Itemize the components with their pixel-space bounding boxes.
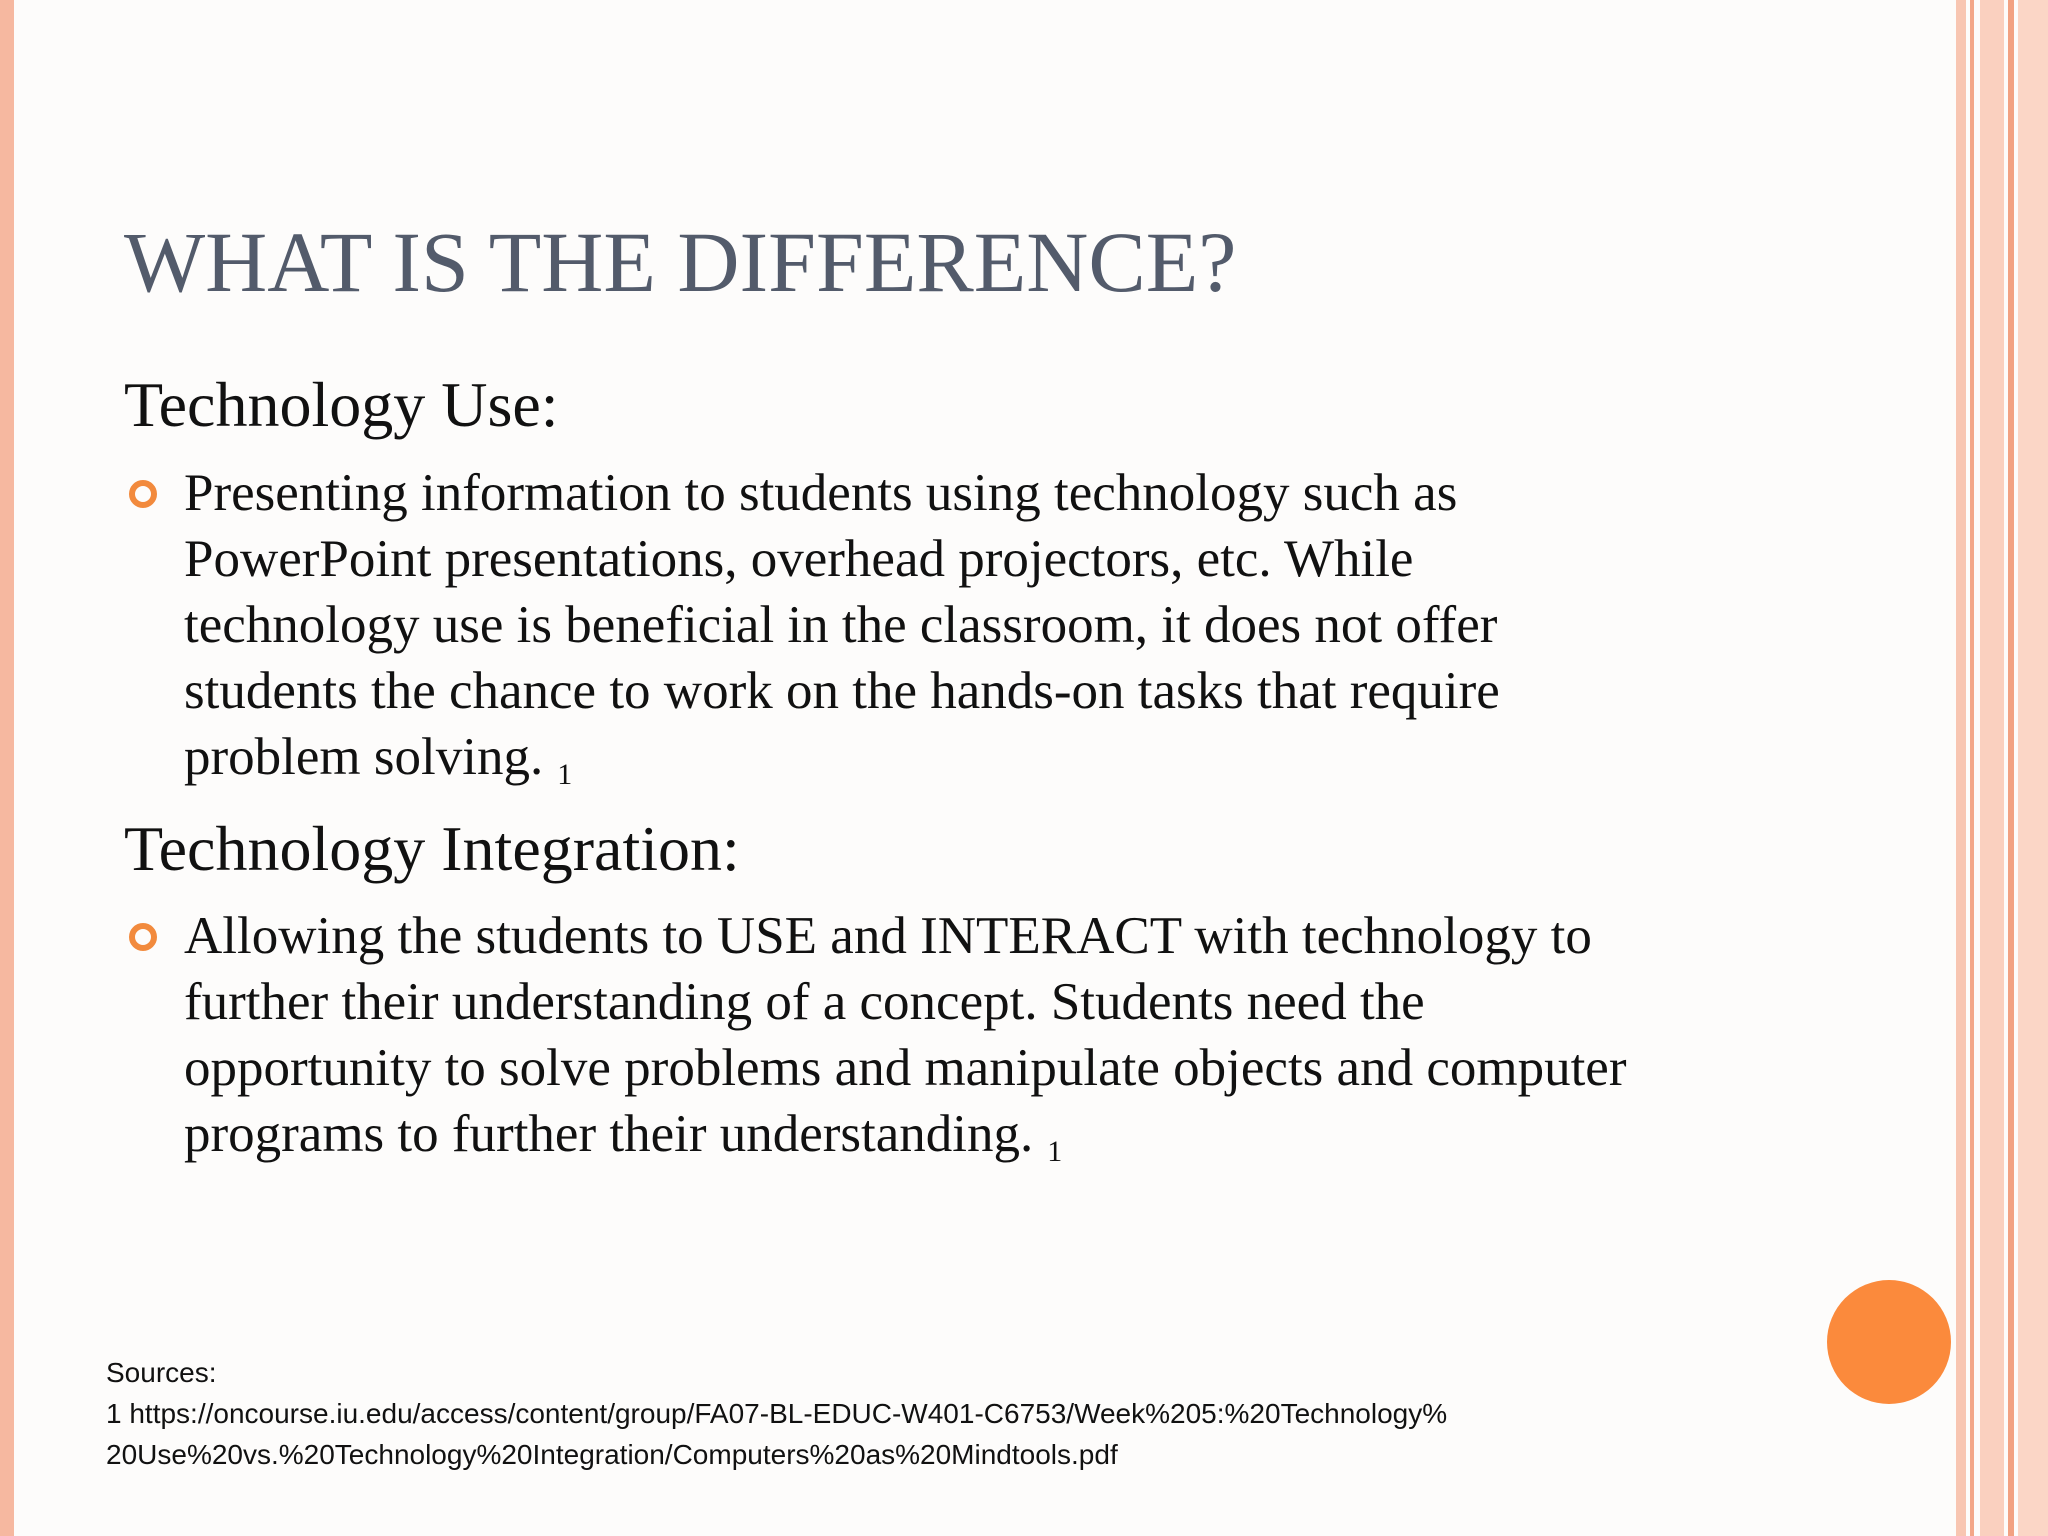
- bullet-line: opportunity to solve problems and manipulate objects and computer: [184, 1039, 1627, 1097]
- slide-title: WHAT IS THE DIFFERENCE?: [124, 214, 1237, 310]
- bullet-technology-integration: [184, 903, 1626, 1185]
- right-decorative-stripe: [1956, 0, 1966, 1536]
- reference-marker: 1: [557, 758, 573, 791]
- right-decorative-stripe: [2018, 0, 2048, 1536]
- source-url-line: 1 https://oncourse.iu.edu/access/content/group/FA07-BL-EDUC-W401-C6753/Week%205:%20Technology%: [106, 1398, 1448, 1429]
- bullet-ring-icon: [129, 480, 157, 508]
- bullet-ring-icon: [129, 923, 157, 951]
- bullet-line: further their understanding of a concept. Students need the: [184, 973, 1425, 1031]
- bullet-line-text: problem solving.: [184, 728, 544, 786]
- reference-marker: 1: [1047, 1135, 1063, 1168]
- left-decorative-stripe: [0, 0, 14, 1536]
- right-decorative-stripe: [1980, 0, 2004, 1536]
- bullet-line: technology use is beneficial in the classroom, it does not offer: [184, 596, 1498, 654]
- bullet-line-text: programs to further their understanding.: [184, 1105, 1034, 1163]
- sources-block: [106, 1352, 1447, 1475]
- source-url-line: 20Use%20vs.%20Technology%20Integration/Computers%20as%20Mindtools.pdf: [106, 1439, 1118, 1470]
- bullet-line-last: [184, 1101, 1626, 1185]
- section-heading-technology-integration: Technology Integration:: [124, 813, 740, 884]
- bullet-line: students the chance to work on the hands-on tasks that require: [184, 662, 1500, 720]
- bullet-line: Presenting information to students using technology such as: [184, 464, 1458, 522]
- bullet-technology-use: [184, 460, 1500, 808]
- right-decorative-stripe: [1970, 0, 1974, 1536]
- bullet-line: Allowing the students to USE and INTERACT with technology to: [184, 907, 1592, 965]
- orange-circle-decoration: [1827, 1280, 1951, 1404]
- bullet-line: PowerPoint presentations, overhead projectors, etc. While: [184, 530, 1414, 588]
- right-decorative-stripe: [2008, 0, 2014, 1536]
- section-heading-technology-use: Technology Use:: [124, 369, 559, 440]
- bullet-line-last: [184, 724, 1500, 808]
- sources-label: Sources:: [106, 1357, 217, 1388]
